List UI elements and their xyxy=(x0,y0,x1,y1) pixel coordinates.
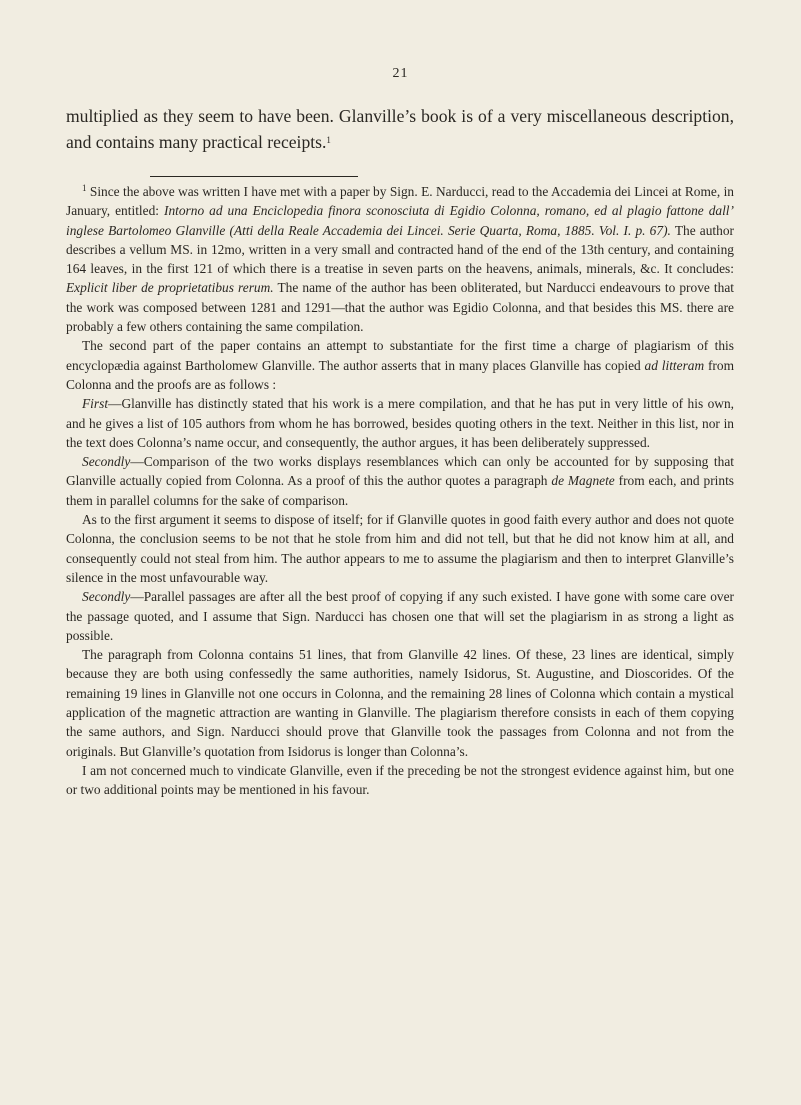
footnote-paragraph-2 xyxy=(66,336,734,394)
footnote-paragraph-3 xyxy=(66,394,734,452)
argument-heading: Secondly xyxy=(82,589,131,605)
main-text: multiplied as they seem to have been. Glanville’s book is of a very miscellaneous description, and contains many practical receipts. xyxy=(66,106,734,152)
footnote-marker: 1 xyxy=(82,183,87,193)
latin-phrase: ad litteram xyxy=(644,357,705,373)
footnote-paragraph-7: The paragraph from Colonna contains 51 lines, that from Glanville 42 lines. Of these, 23 lines are identical, simply because they are both using confessedly the same authorities, namely Isidorus, St. Augustine, and Dioscorides. Of the remaining 19 lines in Glanville not one occurs in Colonna, and the remaining 28 lines of Colonna which contain a mystical application of the magnetic attraction are wanting in Glanville. The plagiarism therefore consists in each of them copying the same authors, and Sign. Narducci should prove that Glanville took the passages from Colonna and not from the originals. But Glanville’s quotation from Isidorus is longer than Colonna’s. xyxy=(66,647,734,759)
footnote-text: The second part of the paper contains an attempt to substantiate for the first time a charge of plagiarism of this encyclopædia against Bartholomew Glanville. The author asserts that in many places Glanville has copied xyxy=(66,338,734,373)
footnote-text: The author describes a vellum MS. in 12mo, written in a very small and contracted hand of the end of the 13th century, and containing 164 leaves, in the first 121 of which there is a treatise in seven parts on the heavens, animals, minerals, &c. It concludes: xyxy=(66,222,735,277)
footnote-reference: 1 xyxy=(326,134,331,145)
footnote-text: —Comparison of the two works displays resemblances which can only be accounted for by supposing that Glanville actually copied from Colonna. As a proof of this the author quotes a paragraph xyxy=(66,454,734,489)
quoted-explicit: Explicit liber de proprietatibus rerum. xyxy=(66,280,274,296)
page-number: 21 xyxy=(392,66,409,81)
footnote-paragraph-8: I am not concerned much to vindicate Glanville, even if the preceding be not the strongest evidence against him, but one or two additional points may be mentioned in his favour. xyxy=(66,762,734,798)
footnote-text: from each, and prints them in parallel columns for the sake of comparison. xyxy=(66,473,735,508)
footnotes xyxy=(66,182,734,800)
footnote-paragraph-4 xyxy=(66,452,734,510)
footnote-paragraph-6 xyxy=(66,587,734,645)
footnote-text: from Colonna and the proofs are as follows : xyxy=(66,357,734,392)
latin-phrase: de Magnete xyxy=(551,473,615,489)
footnote-text: The name of the author has been obliterated, but Narducci endeavours to prove that the work was composed between 1281 and 1291—that the author was Egidio Colonna, and that besides this MS. there are probably a few others containing the same compilation. xyxy=(66,280,734,335)
footnote-paragraph-5: As to the first argument it seems to dispose of itself; for if Glanville quotes in good faith every author and does not quote Colonna, the conclusion seems to be not that he stole from him and did not tell, but that he did not know him at all, and consequently could not steal from him. The author appears to me to assume the plagiarism and then to interpret Glanville’s silence in the most unfavourable way. xyxy=(66,512,734,585)
footnote-divider xyxy=(150,176,358,177)
footnote-text: —Glanville has distinctly stated that his work is a mere compilation, and that he has put in very little of his own, and he gives a list of 105 authors from whom he has borrowed, besides quoting others in the text. Neither in this list, nor in the text does Colonna’s name occur, and consequently, the author argues, it has been deliberately suppressed. xyxy=(66,396,734,450)
main-paragraph xyxy=(66,104,734,155)
citation-title: Intorno ad una Enciclopedia finora sconosciuta di Egidio Colonna, romano, ed al plagio fattone dall’ inglese Bartolomeo Glanville (Atti della Reale Accademia dei Lincei. Serie Quarta, Roma, 1885. Vol. I. p. 67). xyxy=(66,203,734,238)
argument-heading: First xyxy=(82,396,109,412)
footnote-text: Since the above was written I have met with a paper by Sign. E. Narducci, read to the Accademia dei Lincei at Rome, in January, entitled: xyxy=(66,184,734,219)
footnote-text: —Parallel passages are after all the best proof of copying if any such existed. I have gone with some care over the passage quoted, and I assume that Sign. Narducci has chosen one that will set the plagiarism in as strong a light as possible. xyxy=(66,589,734,643)
footnote-paragraph-1 xyxy=(66,182,734,336)
argument-heading: Secondly xyxy=(82,454,131,470)
